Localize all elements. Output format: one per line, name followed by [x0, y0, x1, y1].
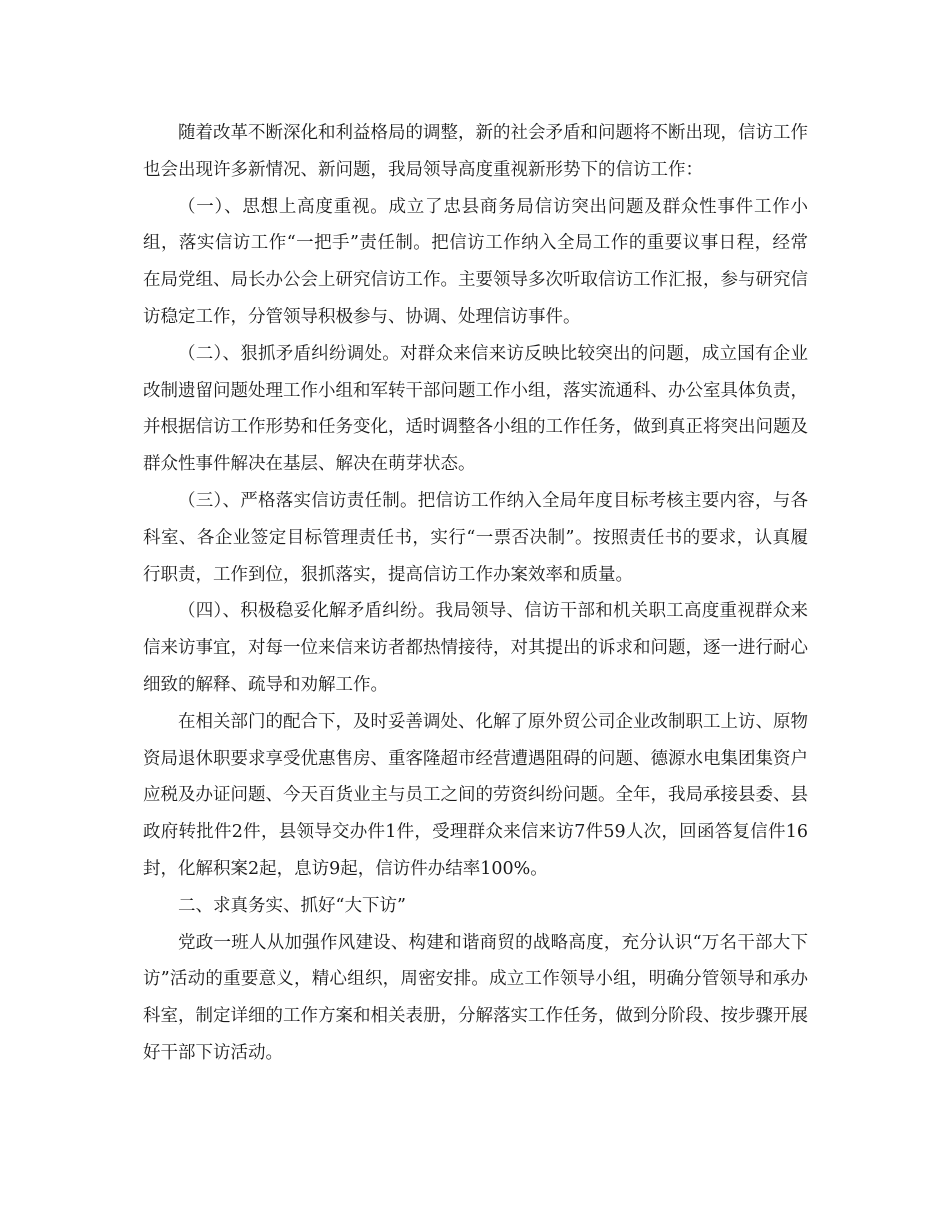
paragraph-section-4: （四）、积极稳妥化解矛盾纠纷。我局领导、信访干部和机关职工高度重视群众来信来访事宜，对每一位来信来访者都热情接待，对其提出的诉求和问题，逐一进行耐心细致的解释、疏导和劝解工作。: [143, 601, 808, 695]
paragraph-section-1: （一）、思想上高度重视。成立了忠县商务局信访突出问题及群众性事件工作小组，落实信访工作“一把手”责任制。把信访工作纳入全局工作的重要议事日程，经常在局党组、局长办公会上研究信访工作。主要领导多次听取信访工作汇报，参与研究信访稳定工作，分管领导积极参与、协调、处理信访事件。: [143, 196, 808, 327]
paragraph-section-2: （二）、狠抓矛盾纠纷调处。对群众来信来访反映比较突出的问题，成立国有企业改制遗留问题处理工作小组和军转干部问题工作小组，落实流通科、办公室具体负责，并根据信访工作形势和任务变化，适时调整各小组的工作任务，做到真正将突出问题及群众性事件解决在基层、解决在萌芽状态。: [143, 343, 808, 475]
section-heading-2: 二、求真务实、抓好“大下访”: [178, 895, 406, 916]
paragraph-results: 在相关部门的配合下，及时妥善调处、化解了原外贸公司企业改制职工上访、原物资局退休职要求享受优惠售房、重客隆超市经营遭遇阻碍的问题、德源水电集团集资户应税及办证问题、今天百货业主与员工之间的劳资纠纷问题。全年，我局承接县委、县政府转批件2件，县领导交办件1件，受理群众来信来访7件59人次，回函答复信件16封，化解积案2起，息访9起，信访件办结率100%。: [143, 711, 808, 879]
paragraph-section-3: （三）、严格落实信访责任制。把信访工作纳入全局年度目标考核主要内容，与各科室、各企业签定目标管理责任书，实行“一票否决制”。按照责任书的要求，认真履行职责，工作到位，狠抓落实，提高信访工作办案效率和质量。: [143, 490, 808, 585]
paragraph-visits: 党政一班人从加强作风建设、构建和谐商贸的战略高度，充分认识“万名干部大下访”活动的重要意义，精心组织，周密安排。成立工作领导小组，明确分管领导和承办科室，制定详细的工作方案和相关表册，分解落实工作任务，做到分阶段、按步骤开展好干部下访活动。: [143, 932, 808, 1063]
paragraph-intro: 随着改革不断深化和利益格局的调整，新的社会矛盾和问题将不断出现，信访工作也会出现许多新情况、新问题，我局领导高度重视新形势下的信访工作：: [143, 123, 808, 180]
document-body: [143, 115, 808, 1072]
